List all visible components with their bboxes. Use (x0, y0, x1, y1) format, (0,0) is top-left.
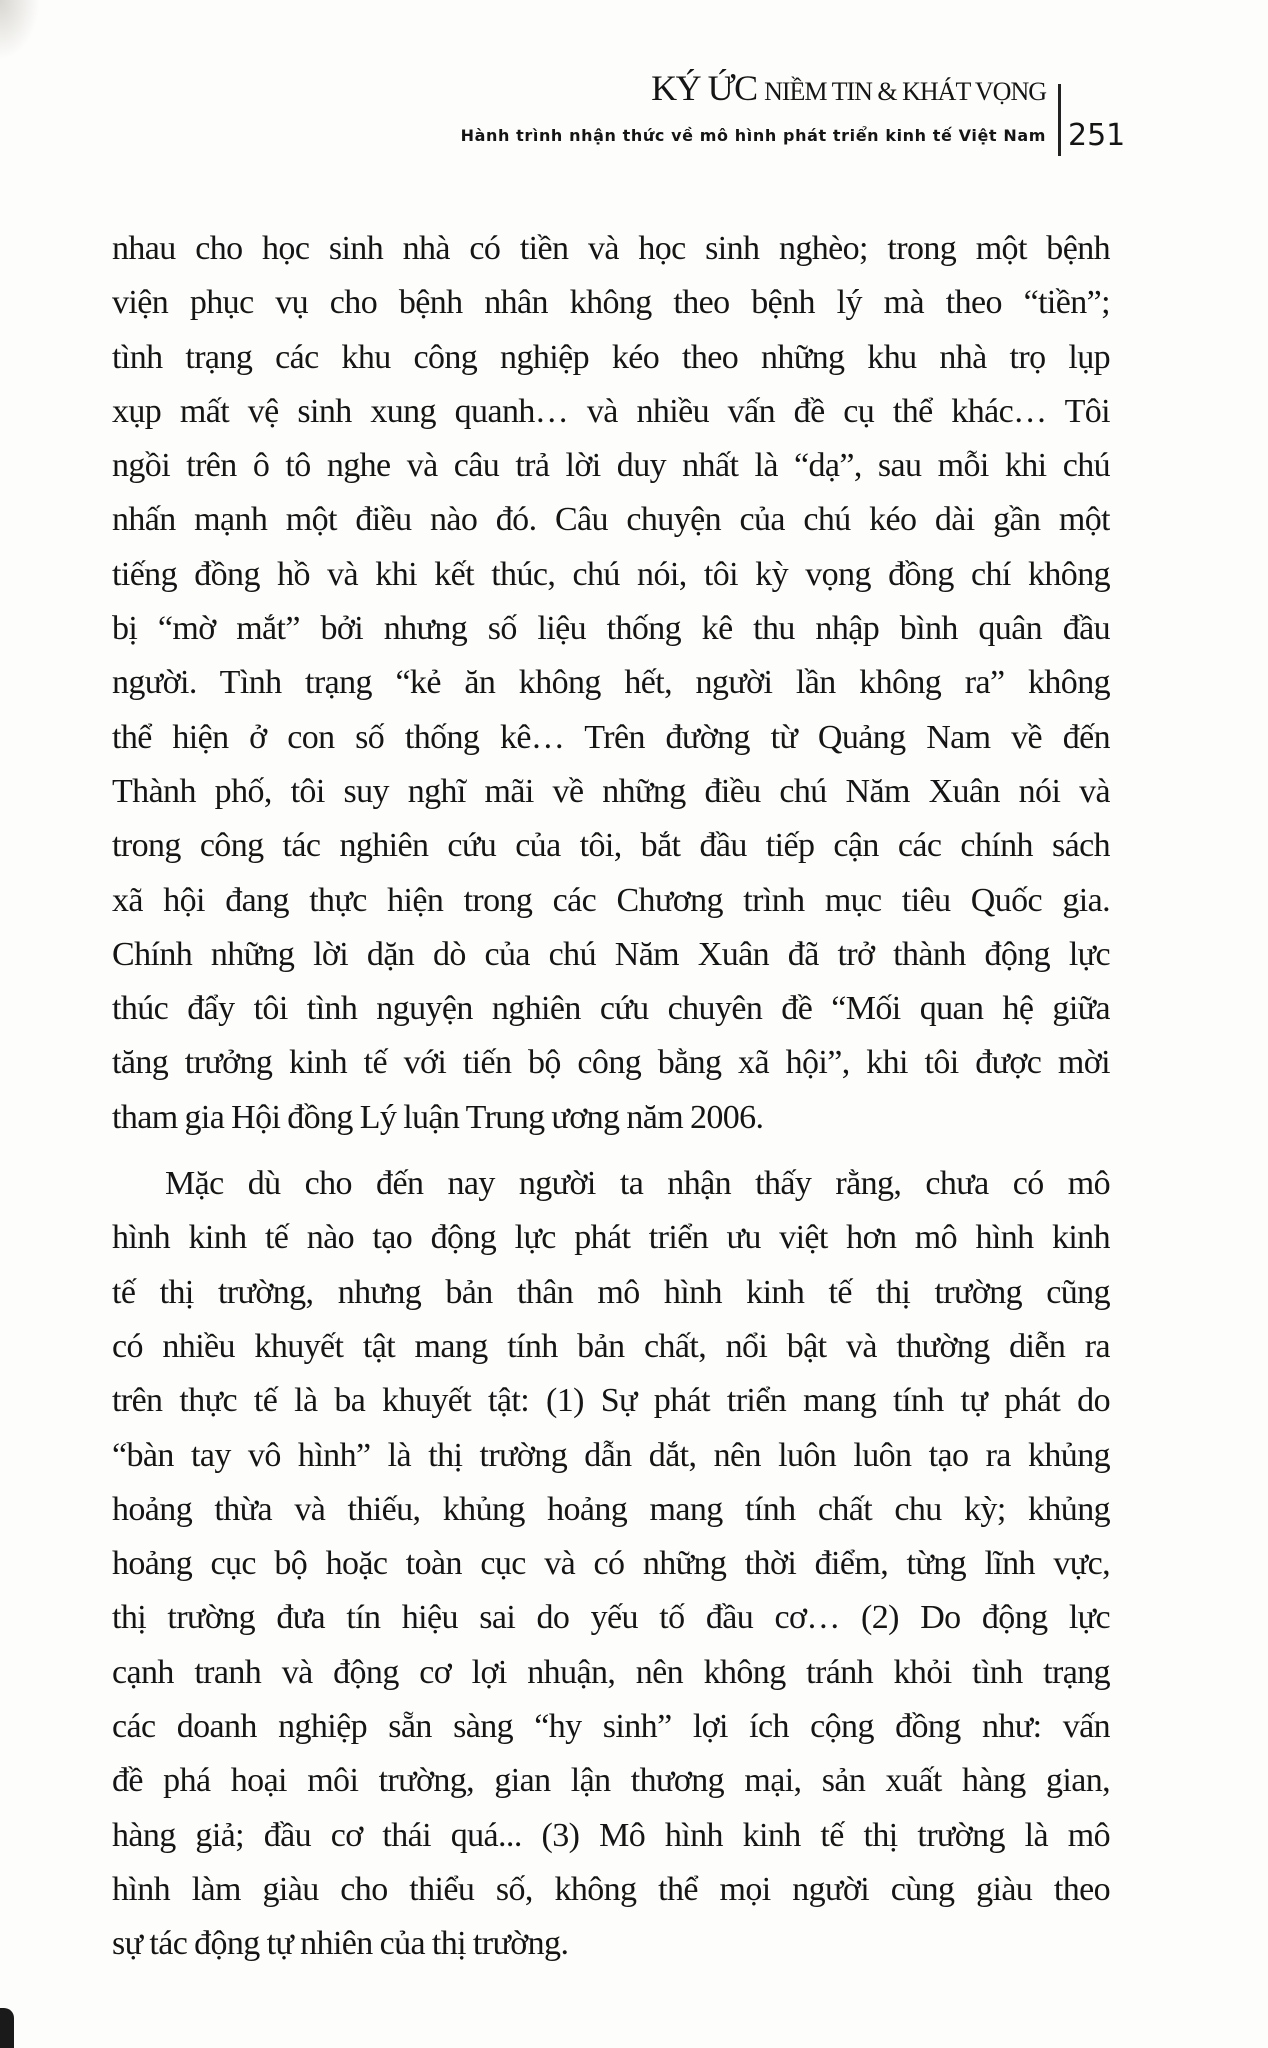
text-line: hoảng cục bộ hoặc toàn cục và có những thời điểm, từng lĩnh vực, (112, 1545, 1110, 1583)
text-line: nhau cho học sinh nhà có tiền và học sinh nghèo; trong một bệnh (112, 230, 1110, 267)
text-line: trên thực tế là ba khuyết tật: (1) Sự phát triển mang tính tự phát do (112, 1382, 1110, 1420)
page-corner-shadow (0, 0, 40, 60)
text-line: xã hội đang thực hiện trong các Chương trình mục tiêu Quốc gia. (112, 881, 1110, 919)
text-line: sự tác động tự nhiên của thị trường. (112, 1925, 569, 1963)
body-text (112, 222, 1110, 1972)
paragraph (112, 222, 1110, 1145)
book-title-small: NIỀM TIN & KHÁT VỌNG (764, 77, 1046, 106)
text-line: người. Tình trạng “kẻ ăn không hết, người lần không ra” không (112, 664, 1110, 702)
text-line: hàng giả; đầu cơ thái quá... (3) Mô hình kinh tế thị trường là mô (112, 1816, 1110, 1854)
text-line: thị trường đưa tín hiệu sai do yếu tố đầu cơ… (2) Do động lực (112, 1599, 1110, 1637)
text-line: Mặc dù cho đến nay người ta nhận thấy rằng, chưa có mô (165, 1165, 1110, 1203)
page-number: 251 (1068, 118, 1126, 153)
text-line: tiếng đồng hồ và khi kết thúc, chú nói, tôi kỳ vọng đồng chí không (112, 555, 1110, 593)
text-line: tăng trưởng kinh tế với tiến bộ công bằng xã hội”, khi tôi được mời (112, 1044, 1110, 1082)
text-line: xụp mất vệ sinh xung quanh… và nhiều vấn đề cụ thể khác… Tôi (112, 392, 1110, 430)
text-line: có nhiều khuyết tật mang tính bản chất, nổi bật và thường diễn ra (112, 1327, 1110, 1365)
text-line: đề phá hoại môi trường, gian lận thương mại, sản xuất hàng gian, (112, 1762, 1110, 1800)
text-line: cạnh tranh và động cơ lợi nhuận, nên không tránh khỏi tình trạng (112, 1653, 1110, 1691)
book-title-large: KÝ ỨC (651, 68, 757, 108)
header-divider (1058, 84, 1061, 156)
text-line: thể hiện ở con số thống kê… Trên đường từ Quảng Nam về đến (112, 718, 1110, 756)
text-line: Chính những lời dặn dò của chú Năm Xuân đã trở thành động lực (112, 935, 1110, 973)
text-line: trong công tác nghiên cứu của tôi, bắt đầu tiếp cận các chính sách (112, 827, 1110, 865)
page-edge-shadow (0, 2008, 14, 2048)
text-line: “bàn tay vô hình” là thị trường dẫn dắt, nên luôn luôn tạo ra khủng (112, 1436, 1110, 1474)
text-line: hình kinh tế nào tạo động lực phát triển ưu việt hơn mô hình kinh (112, 1219, 1110, 1257)
text-line: Thành phố, tôi suy nghĩ mãi về những điều chú Năm Xuân nói và (112, 772, 1110, 810)
text-line: tham gia Hội đồng Lý luận Trung ương năm 2006. (112, 1098, 764, 1136)
book-title (651, 66, 1046, 110)
book-subtitle: Hành trình nhận thức về mô hình phát triển kinh tế Việt Nam (460, 126, 1046, 145)
text-line: tình trạng các khu công nghiệp kéo theo những khu nhà trọ lụp (112, 338, 1110, 376)
text-line: tế thị trường, nhưng bản thân mô hình kinh tế thị trường cũng (112, 1273, 1110, 1311)
text-line: ngồi trên ô tô nghe và câu trả lời duy nhất là “dạ”, sau mỗi khi chú (112, 447, 1110, 485)
paragraph (112, 1157, 1110, 1971)
text-line: hình làm giàu cho thiểu số, không thể mọi người cùng giàu theo (112, 1870, 1110, 1908)
paragraph-gap (112, 1145, 1110, 1157)
text-line: viện phục vụ cho bệnh nhân không theo bệnh lý mà theo “tiền”; (112, 284, 1110, 322)
text-line: nhấn mạnh một điều nào đó. Câu chuyện của chú kéo dài gần một (112, 501, 1110, 539)
text-line: thúc đẩy tôi tình nguyện nghiên cứu chuyên đề “Mối quan hệ giữa (112, 990, 1110, 1028)
text-line: hoảng thừa và thiếu, khủng hoảng mang tính chất chu kỳ; khủng (112, 1490, 1110, 1528)
text-line: bị “mờ mắt” bởi nhưng số liệu thống kê thu nhập bình quân đầu (112, 610, 1110, 648)
text-line: các doanh nghiệp sẵn sàng “hy sinh” lợi ích cộng đồng như: vấn (112, 1708, 1110, 1746)
